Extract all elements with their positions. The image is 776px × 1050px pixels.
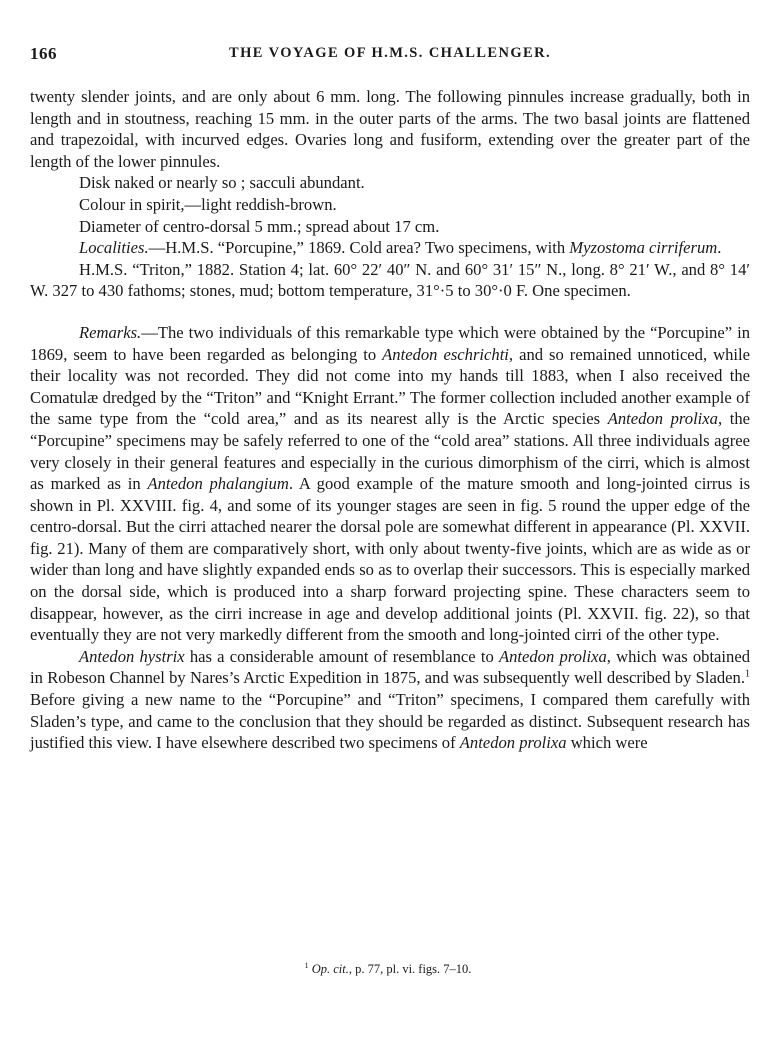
page-header [30,44,750,68]
species-prolixa-2: Antedon prolixa [498,646,607,666]
porcupine-end: . [717,238,722,258]
hystrix-text-2: , which was obtained in Robeson Channel by Nares’s Arctic Expedition in 1875, and was subsequently well described by Sladen. [30,646,750,688]
localities-heading: Localities. [79,238,149,258]
footnote [0,962,776,977]
footnote-text: , p. 77, pl. vi. figs. 7–10. [348,962,472,976]
footnote-mark: 1 [304,960,309,970]
species-eschrichti: Antedon eschrichti [382,344,509,364]
hystrix-text-1: has a considerable amount of resemblance to [184,646,499,666]
disk-line: Disk naked or nearly so ; sacculi abundant. [79,173,365,193]
paragraph-gap [30,302,750,322]
remarks-text-2: , and so remained unnoticed, while their locality was not recorded. They did not come into my hands till 1883, when I also received the Comatulæ dredged by the “Triton” and “Knight Errant.” The former collection included another example of the same type from the “cold area,” and as its nearest ally is the Arctic species [30,344,750,429]
remarks-text-4: . A good example of the mature smooth and long-jointed cirrus is shown in Pl. XXVIII. fig. 4, and some of its younger stages are seen in fig. 5 round the upper edge of the centro-dorsal. But the cirri attached nearer the dorsal pole are somewhat different in appearance (Pl. XXVII. fig. 21). Many of them are comparatively short, with only about twenty-five joints, which are as wide as or wider than long and have slightly expanded ends so as to overlap their successors. This is especially marked on the dorsal side, which is produced into a sharp forward projecting spine. These characters seem to disappear, however, as the cirri increase in age and develop additional joints (Pl. XXVII. fig. 22), so that eventually they are not very markedly different from the smooth and long-jointed cirri of the other type. [30,474,751,645]
triton-locality: H.M.S. “Triton,” 1882. Station 4; lat. 60° 22′ 40″ N. and 60° 31′ 15″ N., long. 8° 21′ W., and 8° 14′ W. 327 to 430 fathoms; stones, mud; bottom temperature, 31°·5 to 30°·0 F. One specimen. [30,259,750,301]
footnote-cite: Op. cit. [311,962,349,976]
footnote-reference: 1 [745,668,750,680]
hystrix-text-4: which were [566,733,648,753]
species-phalangium: Antedon phalangium [147,474,289,494]
hystrix-paragraph [30,646,750,754]
running-head: THE VOYAGE OF H.M.S. CHALLENGER. [229,45,551,61]
colour-line: Colour in spirit,—light reddish-brown. [79,194,337,214]
myzostoma-species: Myzostoma cirriferum [569,238,718,258]
species-prolixa: Antedon prolixa [607,409,718,429]
localities-paragraph [30,237,750,259]
pinnules-paragraph: twenty slender joints, and are only about 6 mm. long. The following pinnules increase gradually, both in length and in stoutness, reaching 15 mm. in the outer parts of the arms. The two basal joints are flattened and trapezoidal, with incurved edges. Ovaries long and fusiform, extending over the greater part of the length of the lower pinnules. [30,87,750,171]
remarks-text-1: —The two individuals of this remarkable type which were obtained by the “Porcupine” in 1869, seem to have been regarded as belonging to [30,322,750,364]
page-number: 166 [30,44,57,63]
porcupine-locality: —H.M.S. “Porcupine,” 1869. Cold area? Two specimens, with [148,238,570,258]
hystrix-text-3: Before giving a new name to the “Porcupine” and “Triton” specimens, I compared them carefully with Sladen’s type, and came to the conclusion that they should be regarded as distinct. Subsequent research has justified this view. I have elsewhere described two specimens of [30,690,750,753]
body-text [30,86,750,754]
remarks-paragraph [30,322,750,646]
remarks-heading: Remarks. [79,322,142,342]
diameter-line: Diameter of centro-dorsal 5 mm.; spread about 17 cm. [79,216,440,236]
species-prolixa-3: Antedon prolixa [459,733,567,753]
species-hystrix: Antedon hystrix [79,646,185,666]
remarks-text-3: , the “Porcupine” specimens may be safely referred to one of the “cold area” stations. All three individuals agree very closely in their general features and especially in the curious dimorphism of the cirri, which is almost as marked as in [30,409,751,494]
